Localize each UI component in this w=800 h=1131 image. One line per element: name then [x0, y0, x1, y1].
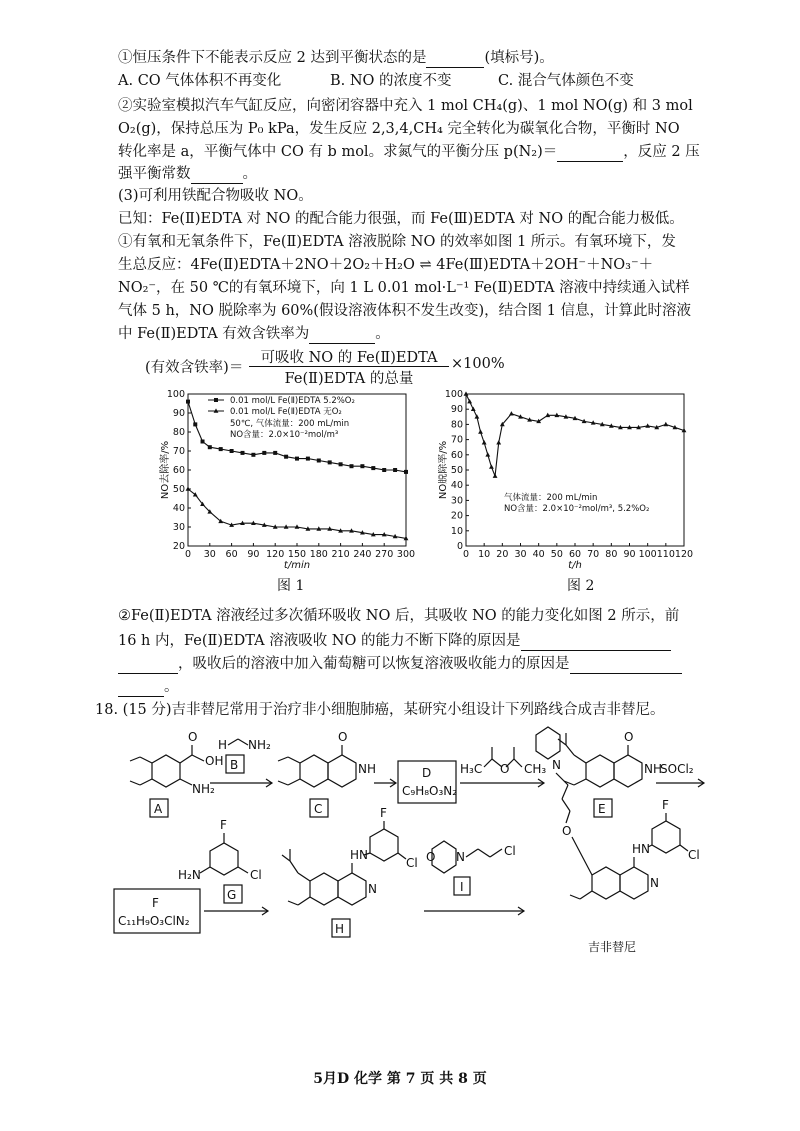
- svg-text:NH: NH: [644, 762, 662, 776]
- compound-i: [426, 841, 516, 895]
- svg-text:H₂N: H₂N: [178, 868, 201, 882]
- x-tick-label: 70: [587, 549, 600, 560]
- q3-p2: 生总反应：4Fe(Ⅱ)EDTA＋2NO＋2O₂＋H₂O ⇌ 4Fe(Ⅲ)EDTA＋2OH⁻＋NO₃⁻＋: [118, 257, 654, 273]
- x-tick-label: 80: [605, 549, 618, 560]
- y-tick-label: 100: [444, 389, 463, 400]
- data-point: [393, 468, 397, 472]
- x-tick-label: 0: [462, 549, 470, 560]
- compound-g: [178, 818, 262, 903]
- label-c: C: [314, 802, 323, 816]
- q2-line2: ②实验室模拟汽车气缸反应，向密闭容器中充入 1 mol CH₄(g)、1 mol NO(g) 和 3 mol: [118, 98, 693, 114]
- label-i: I: [460, 880, 464, 894]
- label-g: G: [227, 888, 237, 902]
- svg-text:CH₃: CH₃: [524, 762, 547, 776]
- y-tick-label: 90: [450, 404, 463, 416]
- y-tick-label: 50: [450, 465, 463, 476]
- option-b: B. NO 的浓度不变: [330, 73, 452, 89]
- x-tick-label: 20: [496, 549, 509, 560]
- x-tick-label: 0: [184, 549, 192, 560]
- q3-head: (3)可利用铁配合物吸收 NO。: [118, 188, 313, 204]
- data-point: [645, 423, 650, 427]
- y-tick-label: 70: [172, 446, 185, 457]
- data-point: [496, 440, 501, 444]
- svg-text:H₃C: H₃C: [460, 762, 483, 776]
- q3-p6: ②Fe(Ⅱ)EDTA 溶液经过多次循环吸收 NO 后，其吸收 NO 的能力变化如图 2 所示，前: [118, 608, 680, 624]
- y-tick-label: 80: [450, 419, 463, 431]
- y-tick-label: 40: [450, 480, 463, 492]
- svg-text:H: H: [218, 738, 228, 752]
- data-point: [489, 464, 494, 468]
- answer-blank[interactable]: [426, 51, 484, 68]
- q2-line1: ①恒压条件下不能表示反应 2 达到平衡状态的是 (填标号)。: [118, 50, 554, 66]
- x-tick-label: 120: [266, 549, 285, 560]
- x-tick-label: 270: [375, 549, 394, 560]
- svg-text:NH₂: NH₂: [248, 738, 271, 752]
- data-point: [317, 459, 321, 463]
- data-point: [478, 429, 483, 433]
- data-point: [273, 451, 277, 455]
- label-f: F: [152, 896, 159, 910]
- svg-text:HN: HN: [632, 842, 650, 856]
- label-gefitinib: 吉非替尼: [588, 940, 637, 954]
- y-tick-label: 40: [172, 503, 185, 514]
- data-point: [663, 422, 668, 426]
- svg-text:F: F: [380, 806, 387, 820]
- compound-e: [558, 730, 662, 817]
- series-line: [188, 489, 406, 538]
- x-tick-label: 210: [331, 549, 350, 560]
- option-a: A. CO 气体体积不再变化: [118, 73, 282, 89]
- data-point: [404, 470, 408, 474]
- y-tick-label: 20: [172, 541, 185, 552]
- x-axis-label: t/min: [283, 560, 311, 571]
- q3-p3: NO₂⁻，在 50 ℃的有氧环境下，向 1 L 0.01 mol·L⁻¹ Fe(Ⅱ)EDTA 溶液中持续通入试样: [118, 280, 690, 296]
- svg-text:O: O: [500, 762, 510, 776]
- data-point: [186, 400, 190, 404]
- label-b: B: [230, 758, 239, 772]
- formula-d: C₉H₈O₃N₂: [402, 784, 458, 798]
- y-axis-label: NO脱除率/%: [438, 440, 449, 500]
- y-tick-label: 10: [450, 525, 463, 537]
- data-point: [339, 462, 343, 466]
- x-tick-label: 240: [353, 549, 372, 560]
- chart-annotation: 50℃, 气体流量：200 mL/min: [230, 419, 350, 429]
- y-tick-label: 0: [456, 541, 463, 552]
- data-point: [467, 399, 472, 403]
- y-tick-label: 80: [172, 427, 185, 438]
- answer-blank[interactable]: [570, 657, 682, 674]
- data-point: [509, 411, 514, 415]
- answer-blank[interactable]: [191, 167, 243, 184]
- data-point: [482, 440, 487, 444]
- svg-text:O: O: [426, 850, 436, 864]
- x-tick-label: 10: [478, 549, 491, 560]
- answer-blank[interactable]: [557, 145, 623, 162]
- data-point: [475, 414, 480, 418]
- x-tick-label: 60: [225, 549, 238, 560]
- svg-text:F: F: [220, 818, 227, 832]
- compound-f: [114, 889, 200, 933]
- svg-text:HN: HN: [350, 848, 368, 862]
- data-point: [208, 445, 212, 449]
- svg-text:O: O: [562, 824, 572, 838]
- svg-text:N: N: [456, 850, 465, 864]
- chart-annotation: NO含量：2.0×10⁻²mol/m³, 5.2%O₂: [504, 504, 650, 514]
- answer-blank[interactable]: [309, 327, 375, 344]
- chart-annotation: NO含量：2.0×10⁻²mol/m³: [230, 430, 339, 440]
- q3-p7: 16 h 内，Fe(Ⅱ)EDTA 溶液吸收 NO 的能力不断下降的原因是: [118, 631, 671, 651]
- q3-p5: 中 Fe(Ⅱ)EDTA 有效含铁率为 。: [118, 326, 390, 342]
- svg-text:O: O: [624, 730, 634, 744]
- data-point: [382, 468, 386, 472]
- figure-1-chart: [148, 382, 418, 574]
- data-point: [328, 460, 332, 464]
- y-tick-label: 50: [172, 484, 185, 495]
- figure-2-caption: 图 2: [567, 578, 595, 594]
- chart-annotation: 气体流量：200 mL/min: [504, 493, 598, 503]
- y-tick-label: 20: [450, 510, 463, 522]
- x-tick-label: 100: [638, 549, 657, 560]
- x-tick-label: 300: [396, 549, 416, 560]
- data-point: [350, 464, 354, 468]
- y-tick-label: 100: [166, 389, 185, 400]
- q3-known: 已知：Fe(Ⅱ)EDTA 对 NO 的配合能力很强，而 Fe(Ⅲ)EDTA 对 NO 的配合能力极低。: [118, 211, 684, 227]
- svg-text:F: F: [662, 798, 669, 812]
- data-point: [485, 452, 490, 456]
- answer-blank[interactable]: [118, 680, 164, 697]
- compound-d: [398, 761, 457, 803]
- compound-a: [130, 730, 223, 817]
- arrow-d-e: [460, 747, 546, 787]
- q3-p8: ，吸收后的溶液中加入葡萄糖可以恢复溶液吸收能力的原因是: [118, 654, 682, 674]
- q2-options: [118, 71, 718, 91]
- data-point: [306, 457, 310, 461]
- y-tick-label: 30: [450, 495, 463, 507]
- data-point: [251, 453, 255, 457]
- answer-blank[interactable]: [118, 657, 178, 674]
- label-d: D: [422, 766, 432, 780]
- x-tick-label: 180: [309, 549, 328, 560]
- x-tick-label: 90: [623, 549, 636, 560]
- figure-1-caption: 图 1: [277, 578, 305, 594]
- reagent-socl2: SOCl₂: [660, 762, 694, 776]
- data-point: [360, 464, 364, 468]
- data-point: [371, 466, 375, 470]
- y-tick-label: 60: [172, 465, 185, 476]
- y-tick-label: 70: [450, 434, 463, 446]
- svg-text:Cl: Cl: [250, 868, 262, 882]
- series-line: [466, 394, 684, 476]
- x-tick-label: 30: [514, 549, 527, 560]
- y-tick-label: 60: [450, 449, 463, 461]
- page-footer: 5月D 化学 第 7 页 共 8 页: [313, 1071, 487, 1087]
- svg-text:N: N: [368, 882, 377, 896]
- option-c: C. 混合气体颜色不变: [498, 73, 634, 89]
- x-tick-label: 120: [674, 549, 694, 560]
- label-nh2: NH₂: [192, 782, 215, 796]
- data-point: [230, 449, 234, 453]
- legend-label: 0.01 mol/L Fe(Ⅱ)EDTA 5.2%O₂: [230, 396, 355, 406]
- label-oh: OH: [205, 754, 224, 768]
- x-tick-label: 90: [247, 549, 260, 560]
- svg-text:NH: NH: [358, 762, 376, 776]
- data-point: [471, 407, 476, 411]
- data-point: [241, 451, 245, 455]
- data-point: [262, 451, 266, 455]
- svg-text:O: O: [338, 730, 348, 744]
- synthesis-route: [100, 725, 710, 965]
- label-e: E: [598, 802, 606, 816]
- svg-text:Cl: Cl: [406, 856, 418, 870]
- y-tick-label: 30: [172, 522, 185, 533]
- label-h: H: [335, 922, 345, 936]
- formula-f: C₁₁H₉O₃ClN₂: [118, 914, 190, 928]
- atom-o: O: [188, 730, 198, 744]
- x-tick-label: 30: [203, 549, 216, 560]
- svg-text:Cl: Cl: [688, 848, 700, 862]
- data-point: [493, 473, 498, 477]
- answer-blank[interactable]: [521, 634, 671, 651]
- q18-head: 18. (15 分)吉非替尼常用于治疗非小细胞肺癌，某研究小组设计下列路线合成吉非替尼。: [95, 702, 665, 718]
- q2-line4: 转化率是 a，平衡气体中 CO 有 b mol。求氮气的平衡分压 p(N₂)＝ ，反应 2 压: [118, 144, 700, 160]
- svg-text:N: N: [552, 758, 561, 772]
- svg-text:N: N: [650, 876, 659, 890]
- q2-line5: 强平衡常数 。: [118, 166, 257, 182]
- x-tick-label: 40: [532, 549, 545, 560]
- q3-p4: 气体 5 h，NO 脱除率为 60%(假设溶液体积不发生改变)，结合图 1 信息，计算此时溶液: [118, 303, 692, 319]
- compound-h: [282, 806, 418, 937]
- efficiency-formula: (有效含铁率)＝ 可吸收 NO 的 Fe(Ⅱ)EDTA Fe(Ⅱ)EDTA 的总量 ×100%: [145, 350, 505, 387]
- data-point: [193, 422, 197, 426]
- data-point: [201, 440, 205, 444]
- y-tick-label: 90: [172, 408, 185, 419]
- data-point: [284, 455, 288, 459]
- figure-2-chart: [438, 382, 698, 574]
- legend-marker: [214, 398, 218, 402]
- x-tick-label: 60: [568, 549, 582, 560]
- legend-label: 0.01 mol/L Fe(Ⅱ)EDTA 无O₂: [230, 407, 342, 417]
- data-point: [295, 457, 299, 461]
- y-axis-label: NO去除率/%: [160, 440, 171, 500]
- label-a: A: [154, 802, 163, 816]
- data-point: [219, 447, 223, 451]
- q2-line3: O₂(g)，保持总压为 P₀ kPa，发生反应 2,3,4,CH₄ 完全转化为碳氧化合物，平衡时 NO: [118, 121, 680, 137]
- q3-p1: ①有氧和无氧条件下，Fe(Ⅱ)EDTA 溶液脱除 NO 的效率如图 1 所示。有氧环境下，发: [118, 234, 676, 250]
- x-tick-label: 110: [656, 549, 675, 560]
- x-axis-label: t/h: [568, 560, 582, 571]
- compound-c: [278, 730, 376, 817]
- x-tick-label: 150: [287, 549, 307, 560]
- svg-text:Cl: Cl: [504, 844, 516, 858]
- x-tick-label: 50: [550, 549, 563, 560]
- q3-p9: 。: [118, 677, 179, 697]
